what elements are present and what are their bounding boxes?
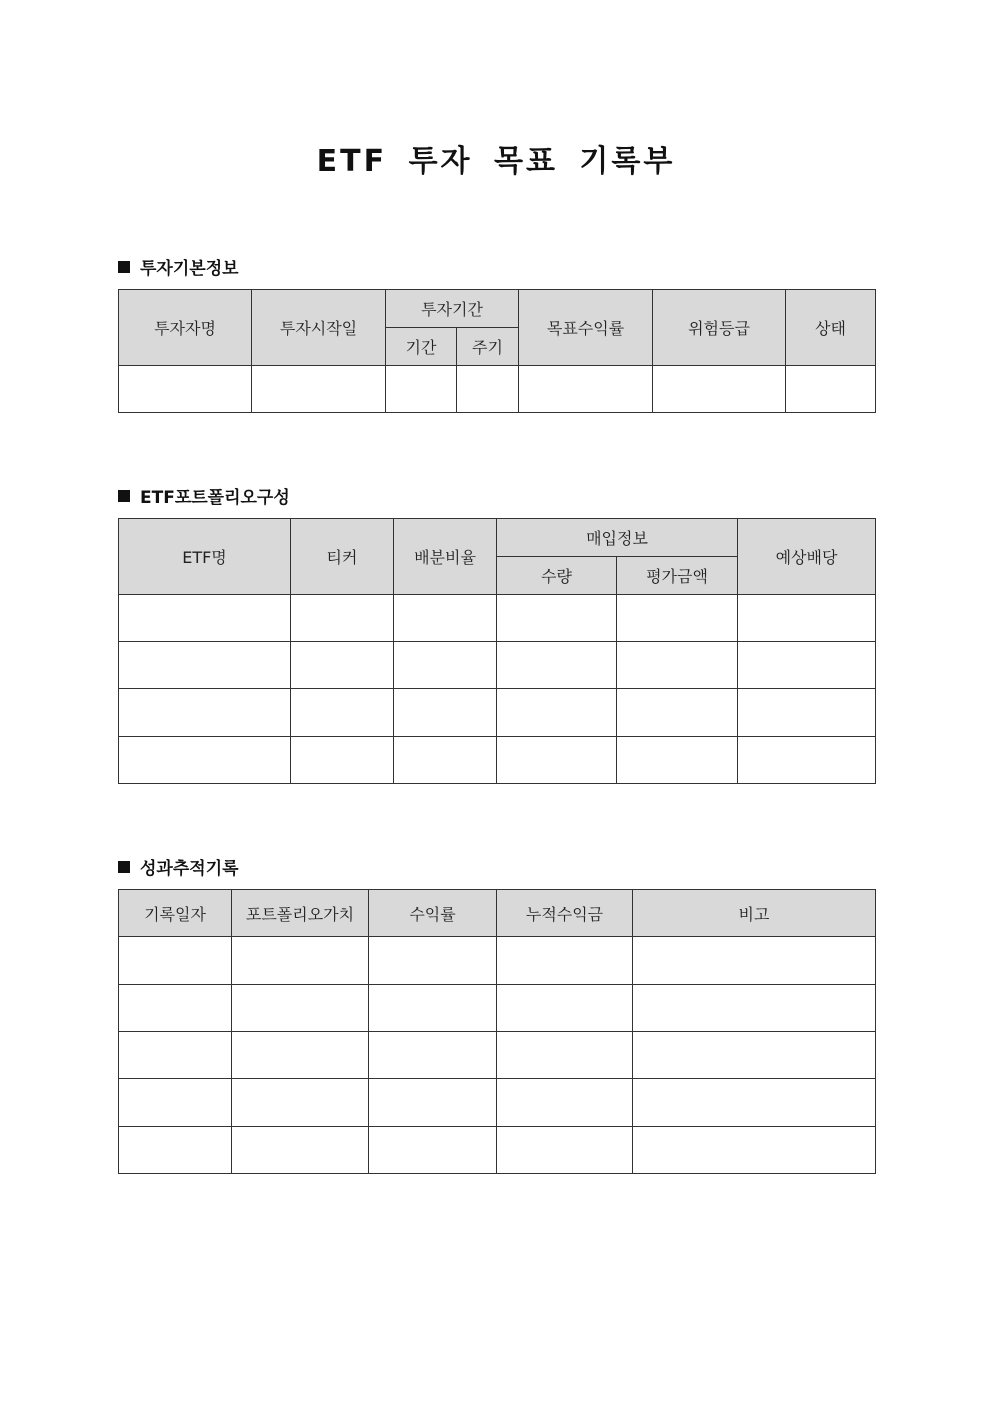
table-row (119, 937, 876, 985)
header-portfolio-value: 포트폴리오가치 (232, 890, 369, 937)
cell-cumulative-return[interactable] (497, 937, 633, 985)
cell-expected-dividend[interactable] (738, 642, 876, 689)
cell-cumulative-return[interactable] (497, 1127, 633, 1174)
cell-record-date[interactable] (119, 1032, 232, 1079)
table-row (119, 595, 876, 642)
header-purchase-group: 매입정보 (497, 519, 738, 557)
cell-remarks[interactable] (633, 937, 876, 985)
cell-quantity[interactable] (497, 737, 617, 784)
table-row (119, 1127, 876, 1174)
square-bullet-icon (118, 261, 130, 273)
table-row (119, 737, 876, 784)
table-row (119, 1032, 876, 1079)
header-allocation: 배분비율 (394, 519, 497, 595)
cell-quantity[interactable] (497, 642, 617, 689)
cell-valuation[interactable] (617, 595, 738, 642)
header-period-group: 투자기간 (386, 290, 519, 328)
section-heading-basic-info (118, 254, 239, 279)
cell-record-date[interactable] (119, 937, 232, 985)
cell-remarks[interactable] (633, 1079, 876, 1127)
cell-portfolio-value[interactable] (232, 1079, 369, 1127)
header-quantity: 수량 (497, 557, 617, 595)
cell-portfolio-value[interactable] (232, 1032, 369, 1079)
cell-ticker[interactable] (291, 737, 394, 784)
cell-investor[interactable] (119, 366, 252, 413)
cell-expected-dividend[interactable] (738, 689, 876, 737)
cell-quantity[interactable] (497, 689, 617, 737)
cell-cumulative-return[interactable] (497, 1032, 633, 1079)
cell-valuation[interactable] (617, 737, 738, 784)
cell-record-date[interactable] (119, 1079, 232, 1127)
cell-record-date[interactable] (119, 985, 232, 1032)
cell-period[interactable] (386, 366, 457, 413)
cell-valuation[interactable] (617, 642, 738, 689)
basic-info-table (118, 289, 876, 413)
header-cycle: 주기 (457, 328, 519, 366)
page-title: ETF 투자 목표 기록부 (316, 144, 676, 179)
table-row (119, 689, 876, 737)
cell-allocation[interactable] (394, 737, 497, 784)
portfolio-table (118, 518, 876, 784)
cell-etf-name[interactable] (119, 737, 291, 784)
cell-cycle[interactable] (457, 366, 519, 413)
cell-etf-name[interactable] (119, 595, 291, 642)
table-row (119, 366, 876, 413)
cell-record-date[interactable] (119, 1127, 232, 1174)
header-start-date: 투자시작일 (252, 290, 386, 366)
table-row (119, 1079, 876, 1127)
cell-remarks[interactable] (633, 985, 876, 1032)
header-expected-dividend: 예상배당 (738, 519, 876, 595)
header-risk-grade: 위험등급 (653, 290, 786, 366)
section-heading-label: 성과추적기록 (140, 859, 239, 879)
cell-expected-dividend[interactable] (738, 595, 876, 642)
cell-return-rate[interactable] (369, 1127, 497, 1174)
table-row (119, 642, 876, 689)
cell-allocation[interactable] (394, 642, 497, 689)
square-bullet-icon (118, 490, 130, 502)
header-period: 기간 (386, 328, 457, 366)
cell-portfolio-value[interactable] (232, 937, 369, 985)
cell-allocation[interactable] (394, 595, 497, 642)
cell-portfolio-value[interactable] (232, 985, 369, 1032)
table-row (119, 985, 876, 1032)
cell-allocation[interactable] (394, 689, 497, 737)
header-investor: 투자자명 (119, 290, 252, 366)
header-etf-name: ETF명 (119, 519, 291, 595)
cell-status[interactable] (786, 366, 876, 413)
cell-ticker[interactable] (291, 689, 394, 737)
header-record-date: 기록일자 (119, 890, 232, 937)
cell-target-return[interactable] (519, 366, 653, 413)
section-heading-portfolio (118, 483, 290, 508)
performance-table (118, 889, 876, 1174)
square-bullet-icon (118, 861, 130, 873)
cell-remarks[interactable] (633, 1127, 876, 1174)
cell-quantity[interactable] (497, 595, 617, 642)
header-valuation: 평가금액 (617, 557, 738, 595)
header-remarks: 비고 (633, 890, 876, 937)
header-target-return: 목표수익률 (519, 290, 653, 366)
cell-cumulative-return[interactable] (497, 1079, 633, 1127)
cell-cumulative-return[interactable] (497, 985, 633, 1032)
cell-return-rate[interactable] (369, 937, 497, 985)
section-heading-label: 투자기본정보 (140, 259, 239, 279)
cell-return-rate[interactable] (369, 985, 497, 1032)
cell-portfolio-value[interactable] (232, 1127, 369, 1174)
cell-return-rate[interactable] (369, 1079, 497, 1127)
header-cumulative-return: 누적수익금 (497, 890, 633, 937)
cell-etf-name[interactable] (119, 642, 291, 689)
cell-etf-name[interactable] (119, 689, 291, 737)
section-heading-performance (118, 854, 239, 879)
cell-expected-dividend[interactable] (738, 737, 876, 784)
header-ticker: 티커 (291, 519, 394, 595)
cell-risk-grade[interactable] (653, 366, 786, 413)
cell-ticker[interactable] (291, 595, 394, 642)
header-status: 상태 (786, 290, 876, 366)
header-return-rate: 수익률 (369, 890, 497, 937)
cell-remarks[interactable] (633, 1032, 876, 1079)
cell-start-date[interactable] (252, 366, 386, 413)
section-heading-label: ETF포트폴리오구성 (140, 488, 290, 508)
cell-valuation[interactable] (617, 689, 738, 737)
cell-return-rate[interactable] (369, 1032, 497, 1079)
cell-ticker[interactable] (291, 642, 394, 689)
